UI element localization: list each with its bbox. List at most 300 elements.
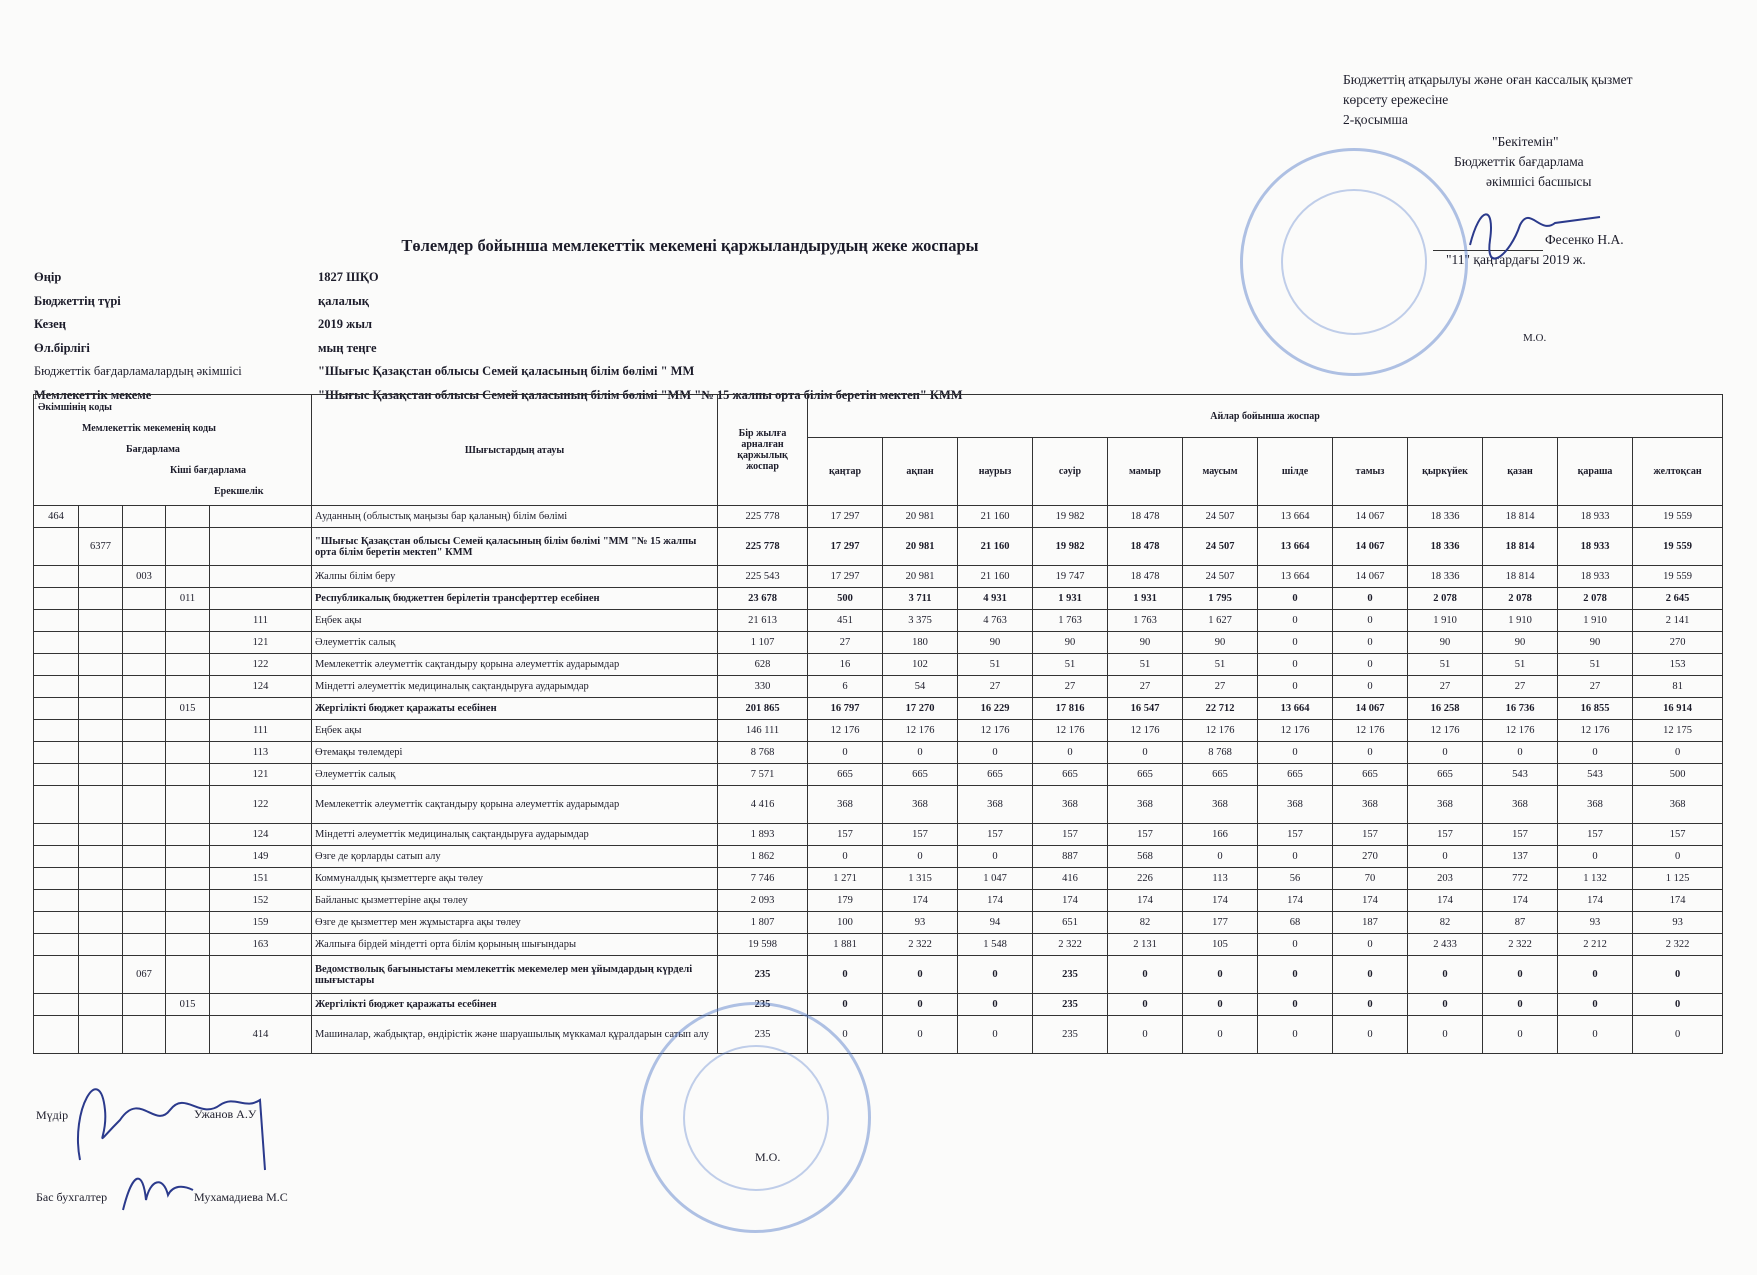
code-cell [210, 528, 312, 566]
code-cell [123, 654, 166, 676]
month-header: қазан [1483, 438, 1558, 506]
code-cell [34, 786, 79, 824]
month-value-cell: 105 [1183, 934, 1258, 956]
month-value-cell: 0 [1108, 1016, 1183, 1054]
month-value-cell: 0 [1633, 956, 1723, 994]
code-cell [34, 890, 79, 912]
month-value-cell: 113 [1183, 868, 1258, 890]
month-value-cell: 94 [958, 912, 1033, 934]
month-value-cell: 12 176 [1408, 720, 1483, 742]
month-value-cell: 51 [1033, 654, 1108, 676]
month-value-cell: 17 816 [1033, 698, 1108, 720]
month-value-cell: 18 478 [1108, 506, 1183, 528]
meta-key: Бюджеттің түрі [34, 293, 121, 308]
month-value-cell: 13 664 [1258, 698, 1333, 720]
month-value-cell: 368 [1108, 786, 1183, 824]
code-cell [79, 632, 123, 654]
expense-name-cell: Еңбек ақы [312, 720, 718, 742]
table-row [34, 742, 1723, 764]
month-value-cell: 1 931 [1108, 588, 1183, 610]
meta-key: Өл.бірлігі [34, 340, 90, 355]
month-value-cell: 1 763 [1033, 610, 1108, 632]
month-header: наурыз [958, 438, 1033, 506]
code-header-admin: Әкімшінің коды [38, 402, 112, 413]
meta-value: 2019 жыл [318, 317, 372, 332]
month-value-cell: 24 507 [1183, 506, 1258, 528]
month-value-cell: 2 078 [1408, 588, 1483, 610]
expense-name-cell: Жергілікті бюджет қаражаты есебінен [312, 698, 718, 720]
code-cell [79, 742, 123, 764]
code-cell: 6377 [79, 528, 123, 566]
code-cell: 149 [210, 846, 312, 868]
month-value-cell: 17 297 [808, 506, 883, 528]
annual-total-cell: 628 [718, 654, 808, 676]
code-cell [123, 1016, 166, 1054]
month-header: шілде [1258, 438, 1333, 506]
expense-name-cell: "Шығыс Қазақстан облысы Семей қаласының білім бөлімі "ММ "№ 15 жалпы орта білім беретін мектеп" КММ [312, 528, 718, 566]
month-value-cell: 0 [1633, 994, 1723, 1016]
code-cell [166, 720, 210, 742]
month-value-cell: 18 933 [1558, 506, 1633, 528]
code-cell: 113 [210, 742, 312, 764]
month-value-cell: 157 [1108, 824, 1183, 846]
month-value-cell: 56 [1258, 868, 1333, 890]
month-value-cell: 51 [1408, 654, 1483, 676]
code-cell: 124 [210, 676, 312, 698]
month-value-cell: 0 [1258, 610, 1333, 632]
code-cell [210, 956, 312, 994]
annual-total-cell: 1 862 [718, 846, 808, 868]
month-value-cell: 651 [1033, 912, 1108, 934]
code-cell: 122 [210, 654, 312, 676]
code-cell [210, 588, 312, 610]
approval-mo: М.О. [1523, 332, 1547, 344]
month-value-cell: 0 [1633, 742, 1723, 764]
code-cell [79, 912, 123, 934]
month-value-cell: 2 131 [1108, 934, 1183, 956]
month-value-cell: 22 712 [1183, 698, 1258, 720]
approval-block [1420, 132, 1700, 192]
month-value-cell: 368 [1483, 786, 1558, 824]
code-cell: 121 [210, 764, 312, 786]
code-cell [79, 588, 123, 610]
code-cell [34, 912, 79, 934]
month-value-cell: 0 [1183, 846, 1258, 868]
expense-name-cell: Еңбек ақы [312, 610, 718, 632]
month-value-cell: 24 507 [1183, 528, 1258, 566]
annual-total-cell: 225 778 [718, 506, 808, 528]
month-value-cell: 0 [1258, 846, 1333, 868]
month-value-cell: 235 [1033, 1016, 1108, 1054]
expense-name-cell: Міндетті әлеуметтік медициналық сақтандыруға аударымдар [312, 824, 718, 846]
document-meta [34, 266, 1094, 407]
month-value-cell: 19 559 [1633, 506, 1723, 528]
code-cell [79, 566, 123, 588]
month-value-cell: 51 [1483, 654, 1558, 676]
month-value-cell: 90 [1033, 632, 1108, 654]
month-value-cell: 51 [1558, 654, 1633, 676]
code-cell [166, 764, 210, 786]
code-cell [79, 868, 123, 890]
month-value-cell: 70 [1333, 868, 1408, 890]
month-value-cell: 2 645 [1633, 588, 1723, 610]
month-value-cell: 93 [1633, 912, 1723, 934]
month-value-cell: 27 [1033, 676, 1108, 698]
month-value-cell: 1 315 [883, 868, 958, 890]
month-value-cell: 18 933 [1558, 566, 1633, 588]
month-value-cell: 235 [1033, 994, 1108, 1016]
code-cell: 163 [210, 934, 312, 956]
code-header-specific: Ерекшелік [214, 486, 264, 497]
month-value-cell: 0 [808, 742, 883, 764]
month-value-cell: 0 [1333, 654, 1408, 676]
month-value-cell: 18 814 [1483, 528, 1558, 566]
code-cell [34, 846, 79, 868]
code-header-institution: Мемлекеттік мекеменің коды [82, 423, 216, 434]
month-value-cell: 568 [1108, 846, 1183, 868]
month-value-cell: 2 433 [1408, 934, 1483, 956]
meta-row-budget-type [34, 290, 1094, 314]
month-value-cell: 0 [1333, 610, 1408, 632]
month-value-cell: 177 [1183, 912, 1258, 934]
month-value-cell: 174 [1108, 890, 1183, 912]
month-value-cell: 19 747 [1033, 566, 1108, 588]
month-value-cell: 18 814 [1483, 566, 1558, 588]
month-value-cell: 157 [1258, 824, 1333, 846]
annual-total-cell: 7 571 [718, 764, 808, 786]
table-row [34, 654, 1723, 676]
month-value-cell: 2 322 [1633, 934, 1723, 956]
annual-total-cell: 235 [718, 994, 808, 1016]
month-value-cell: 90 [1408, 632, 1483, 654]
month-value-cell: 21 160 [958, 528, 1033, 566]
code-cell [79, 610, 123, 632]
month-value-cell: 0 [1408, 994, 1483, 1016]
table-row [34, 764, 1723, 786]
month-value-cell: 543 [1558, 764, 1633, 786]
month-value-cell: 27 [1183, 676, 1258, 698]
month-value-cell: 0 [883, 956, 958, 994]
code-cell: 121 [210, 632, 312, 654]
month-value-cell: 203 [1408, 868, 1483, 890]
code-cell [34, 742, 79, 764]
code-cell [123, 868, 166, 890]
code-cell: 111 [210, 720, 312, 742]
month-value-cell: 368 [1408, 786, 1483, 824]
month-value-cell: 174 [1408, 890, 1483, 912]
month-value-cell: 0 [1483, 956, 1558, 994]
month-value-cell: 174 [1333, 890, 1408, 912]
month-value-cell: 2 078 [1483, 588, 1558, 610]
expense-name-cell: Жалпыға бірдей міндетті орта білім қорының шығындары [312, 934, 718, 956]
code-cell [34, 994, 79, 1016]
annual-total-cell: 2 093 [718, 890, 808, 912]
code-cell [166, 654, 210, 676]
month-value-cell: 0 [1258, 676, 1333, 698]
month-value-cell: 137 [1483, 846, 1558, 868]
approver-signature [1460, 195, 1610, 275]
month-value-cell: 0 [1333, 934, 1408, 956]
month-value-cell: 0 [958, 742, 1033, 764]
code-cell [34, 632, 79, 654]
monthly-plan-header: Айлар бойынша жоспар [808, 395, 1723, 438]
code-cell [79, 846, 123, 868]
table-row [34, 868, 1723, 890]
code-cell: 015 [166, 994, 210, 1016]
expense-name-cell: Байланыс қызметтеріне ақы төлеу [312, 890, 718, 912]
code-cell [34, 764, 79, 786]
month-value-cell: 166 [1183, 824, 1258, 846]
month-value-cell: 0 [1483, 742, 1558, 764]
code-cell [123, 588, 166, 610]
month-value-cell: 665 [808, 764, 883, 786]
table-row [34, 956, 1723, 994]
code-cell [79, 698, 123, 720]
month-value-cell: 12 176 [1183, 720, 1258, 742]
code-cell [166, 632, 210, 654]
code-cell [123, 890, 166, 912]
code-cell [123, 632, 166, 654]
annual-total-cell: 146 111 [718, 720, 808, 742]
expense-name-cell: Мемлекеттік әлеуметтік сақтандыру қорына әлеуметтік аударымдар [312, 654, 718, 676]
month-value-cell: 0 [958, 956, 1033, 994]
annual-total-cell: 8 768 [718, 742, 808, 764]
month-value-cell: 0 [1033, 742, 1108, 764]
code-cell [123, 720, 166, 742]
regulation-line-3: 2-қосымша [1343, 112, 1408, 127]
table-row [34, 720, 1723, 742]
code-cell [166, 824, 210, 846]
month-value-cell: 368 [1183, 786, 1258, 824]
month-value-cell: 90 [1558, 632, 1633, 654]
month-value-cell: 1 627 [1183, 610, 1258, 632]
expense-name-cell: Коммуналдық қызметтерге ақы төлеу [312, 868, 718, 890]
regulation-line-1: Бюджеттің атқарылуы және оған кассалық қызмет [1343, 72, 1633, 87]
annual-total-cell: 225 778 [718, 528, 808, 566]
month-value-cell: 174 [1033, 890, 1108, 912]
month-value-cell: 0 [1408, 956, 1483, 994]
annual-total-cell: 1 107 [718, 632, 808, 654]
code-cell: 111 [210, 610, 312, 632]
month-value-cell: 0 [1558, 742, 1633, 764]
expense-name-cell: Өтемақы төлемдері [312, 742, 718, 764]
month-value-cell: 27 [958, 676, 1033, 698]
month-value-cell: 1 132 [1558, 868, 1633, 890]
table-row [34, 786, 1723, 824]
month-value-cell: 18 933 [1558, 528, 1633, 566]
table-row [34, 846, 1723, 868]
meta-key: Кезең [34, 317, 66, 332]
code-cell [123, 934, 166, 956]
month-value-cell: 174 [883, 890, 958, 912]
month-value-cell: 157 [1483, 824, 1558, 846]
month-header: қыркүйек [1408, 438, 1483, 506]
month-value-cell: 665 [1108, 764, 1183, 786]
code-cell [34, 956, 79, 994]
month-value-cell: 0 [1258, 654, 1333, 676]
code-cell [34, 588, 79, 610]
month-value-cell: 0 [1333, 994, 1408, 1016]
footer-mo: М.О. [755, 1150, 781, 1164]
month-value-cell: 102 [883, 654, 958, 676]
month-value-cell: 665 [1333, 764, 1408, 786]
month-header: қараша [1558, 438, 1633, 506]
meta-row-period [34, 313, 1094, 337]
accountant-name: Мухамадиева М.С [194, 1190, 288, 1204]
month-value-cell: 16 229 [958, 698, 1033, 720]
month-value-cell: 0 [1333, 588, 1408, 610]
seal-inner-ring [683, 1045, 829, 1191]
annual-total-cell: 1 893 [718, 824, 808, 846]
table-row [34, 588, 1723, 610]
month-value-cell: 20 981 [883, 506, 958, 528]
month-value-cell: 16 [808, 654, 883, 676]
table-row [34, 912, 1723, 934]
month-value-cell: 368 [1033, 786, 1108, 824]
seal-inner-ring [1281, 189, 1427, 335]
table-header-row-1 [34, 395, 1723, 438]
annual-total-cell: 7 746 [718, 868, 808, 890]
month-value-cell: 665 [1258, 764, 1333, 786]
code-cell [166, 934, 210, 956]
month-value-cell: 0 [1633, 846, 1723, 868]
code-cell [123, 610, 166, 632]
month-header: ақпан [883, 438, 958, 506]
expense-name-cell: Міндетті әлеуметтік медициналық сақтандыруға аударымдар [312, 676, 718, 698]
month-value-cell: 0 [1558, 956, 1633, 994]
code-cell: 122 [210, 786, 312, 824]
month-value-cell: 0 [1333, 676, 1408, 698]
month-value-cell: 887 [1033, 846, 1108, 868]
code-cell [34, 566, 79, 588]
month-value-cell: 0 [808, 1016, 883, 1054]
month-value-cell: 12 175 [1633, 720, 1723, 742]
code-cell [34, 868, 79, 890]
meta-key: Мемлекеттік мекеме [34, 387, 152, 402]
month-value-cell: 1 881 [808, 934, 883, 956]
month-header: маусым [1183, 438, 1258, 506]
month-value-cell: 0 [1408, 742, 1483, 764]
code-cell: 011 [166, 588, 210, 610]
code-cell [210, 994, 312, 1016]
month-value-cell: 1 910 [1558, 610, 1633, 632]
month-value-cell: 1 931 [1033, 588, 1108, 610]
month-value-cell: 12 176 [958, 720, 1033, 742]
month-value-cell: 12 176 [1333, 720, 1408, 742]
code-cell [123, 506, 166, 528]
code-cell: 464 [34, 506, 79, 528]
month-value-cell: 14 067 [1333, 698, 1408, 720]
month-value-cell: 2 212 [1558, 934, 1633, 956]
month-value-cell: 12 176 [1108, 720, 1183, 742]
table-row [34, 1016, 1723, 1054]
code-cell [166, 676, 210, 698]
month-header: қаңтар [808, 438, 883, 506]
month-value-cell: 179 [808, 890, 883, 912]
month-value-cell: 368 [1633, 786, 1723, 824]
month-value-cell: 24 507 [1183, 566, 1258, 588]
month-value-cell: 90 [958, 632, 1033, 654]
month-value-cell: 3 375 [883, 610, 958, 632]
month-value-cell: 368 [1333, 786, 1408, 824]
table-row [34, 632, 1723, 654]
code-cell: 152 [210, 890, 312, 912]
month-value-cell: 18 336 [1408, 506, 1483, 528]
month-value-cell: 451 [808, 610, 883, 632]
month-value-cell: 157 [1633, 824, 1723, 846]
expense-name-cell: Машиналар, жабдықтар, өндірістік және шаруашылық мүккамал құралдарын сатып алу [312, 1016, 718, 1054]
month-value-cell: 665 [958, 764, 1033, 786]
accountant-signature [118, 1160, 198, 1220]
month-value-cell: 0 [958, 1016, 1033, 1054]
meta-value: қалалық [318, 293, 369, 308]
month-value-cell: 19 982 [1033, 528, 1108, 566]
month-value-cell: 12 176 [1483, 720, 1558, 742]
code-cell [79, 786, 123, 824]
director-name: Ужанов А.У [194, 1107, 257, 1121]
month-value-cell: 12 176 [808, 720, 883, 742]
month-value-cell: 0 [1408, 1016, 1483, 1054]
code-cell [166, 528, 210, 566]
month-value-cell: 0 [883, 742, 958, 764]
month-value-cell: 368 [958, 786, 1033, 824]
code-cell: 067 [123, 956, 166, 994]
code-cell: 015 [166, 698, 210, 720]
accountant-label: Бас бухгалтер [36, 1190, 108, 1204]
month-value-cell: 16 736 [1483, 698, 1558, 720]
month-value-cell: 0 [1258, 956, 1333, 994]
table-row [34, 890, 1723, 912]
month-value-cell: 13 664 [1258, 506, 1333, 528]
month-value-cell: 0 [1558, 846, 1633, 868]
month-value-cell: 2 078 [1558, 588, 1633, 610]
month-value-cell: 16 258 [1408, 698, 1483, 720]
month-value-cell: 4 763 [958, 610, 1033, 632]
code-cell [79, 764, 123, 786]
approver-role-1: Бюджеттік бағдарлама [1454, 154, 1584, 169]
code-cell [34, 934, 79, 956]
month-value-cell: 543 [1483, 764, 1558, 786]
month-value-cell: 157 [1408, 824, 1483, 846]
code-cell [34, 676, 79, 698]
table-body [34, 506, 1723, 1054]
month-header: мамыр [1108, 438, 1183, 506]
month-value-cell: 17 270 [883, 698, 958, 720]
code-cell [79, 676, 123, 698]
expense-name-cell: Ведомстволық бағыныстағы мемлекеттік мекемелер мен ұйымдардың күрделі шығыстары [312, 956, 718, 994]
table-row [34, 698, 1723, 720]
expense-name-cell: Мемлекеттік әлеуметтік сақтандыру қорына әлеуметтік аударымдар [312, 786, 718, 824]
month-value-cell: 174 [1633, 890, 1723, 912]
code-cell: 124 [210, 824, 312, 846]
code-cell [123, 824, 166, 846]
month-value-cell: 51 [1183, 654, 1258, 676]
month-value-cell: 8 768 [1183, 742, 1258, 764]
month-value-cell: 27 [1483, 676, 1558, 698]
month-value-cell: 0 [1333, 742, 1408, 764]
official-seal-top [1240, 148, 1468, 376]
month-value-cell: 0 [1333, 1016, 1408, 1054]
month-value-cell: 0 [1108, 956, 1183, 994]
code-cell [79, 994, 123, 1016]
code-cell: 414 [210, 1016, 312, 1054]
month-value-cell: 157 [958, 824, 1033, 846]
month-value-cell: 0 [1258, 742, 1333, 764]
code-cell [34, 698, 79, 720]
month-value-cell: 13 664 [1258, 528, 1333, 566]
month-value-cell: 0 [1183, 956, 1258, 994]
regulation-line-2: көрсету ережесіне [1343, 92, 1449, 107]
